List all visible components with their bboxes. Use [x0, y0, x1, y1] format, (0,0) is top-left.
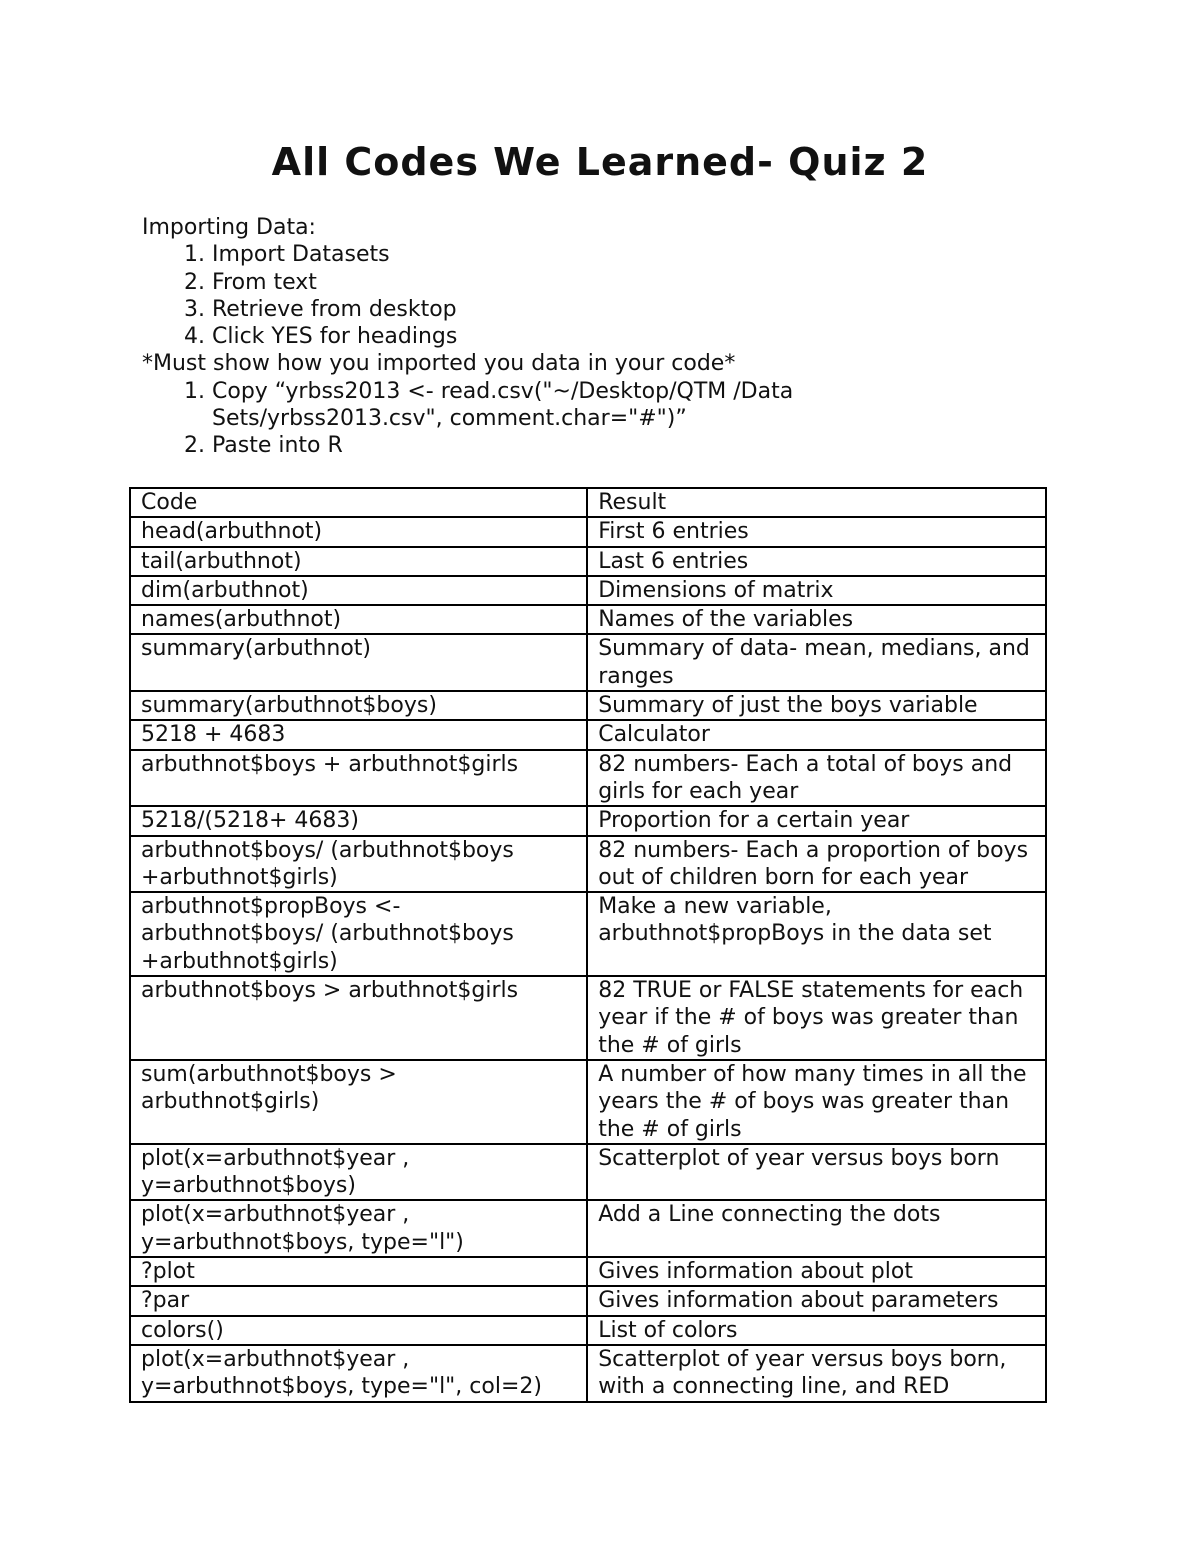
- table-row: [130, 836, 1046, 893]
- table-row: [130, 1316, 1046, 1345]
- code-cell: plot(x=arbuthnot$year , y=arbuthnot$boys, type="l", col=2): [130, 1345, 587, 1402]
- table-row: [130, 976, 1046, 1060]
- code-cell: colors(): [130, 1316, 587, 1345]
- code-cell: ?plot: [130, 1257, 587, 1286]
- table-row: [130, 576, 1046, 605]
- table-body: [130, 517, 1046, 1401]
- table-row: [130, 750, 1046, 807]
- table-row: [130, 1257, 1046, 1286]
- import-steps-list: [142, 241, 1042, 350]
- importing-section: [142, 214, 1042, 460]
- table-row: [130, 517, 1046, 546]
- code-cell: dim(arbuthnot): [130, 576, 587, 605]
- code-cell: summary(arbuthnot$boys): [130, 691, 587, 720]
- code-cell: head(arbuthnot): [130, 517, 587, 546]
- result-cell: First 6 entries: [587, 517, 1046, 546]
- code-cell: arbuthnot$boys/ (arbuthnot$boys +arbuthnot$girls): [130, 836, 587, 893]
- table-row: [130, 547, 1046, 576]
- table-row: [130, 691, 1046, 720]
- code-column-header: Code: [130, 488, 587, 517]
- code-cell: arbuthnot$boys > arbuthnot$girls: [130, 976, 587, 1060]
- table-row: [130, 720, 1046, 749]
- result-cell: Make a new variable, arbuthnot$propBoys in the data set: [587, 892, 1046, 976]
- code-cell: sum(arbuthnot$boys > arbuthnot$girls): [130, 1060, 587, 1144]
- result-cell: Gives information about plot: [587, 1257, 1046, 1286]
- result-column-header: Result: [587, 488, 1046, 517]
- import-step: 1. Import Datasets: [212, 241, 1042, 268]
- code-cell: plot(x=arbuthnot$year , y=arbuthnot$boys): [130, 1144, 587, 1201]
- import-step: 2. From text: [212, 269, 1042, 296]
- table-row: [130, 892, 1046, 976]
- result-cell: Gives information about parameters: [587, 1286, 1046, 1315]
- code-cell: plot(x=arbuthnot$year , y=arbuthnot$boys, type="l"): [130, 1200, 587, 1257]
- table-row: [130, 1060, 1046, 1144]
- result-cell: Add a Line connecting the dots: [587, 1200, 1046, 1257]
- result-cell: List of colors: [587, 1316, 1046, 1345]
- table-row: [130, 1286, 1046, 1315]
- result-cell: Dimensions of matrix: [587, 576, 1046, 605]
- table-row: [130, 605, 1046, 634]
- result-cell: Names of the variables: [587, 605, 1046, 634]
- code-cell: ?par: [130, 1286, 587, 1315]
- code-cell: arbuthnot$propBoys <- arbuthnot$boys/ (arbuthnot$boys +arbuthnot$girls): [130, 892, 587, 976]
- code-cell: summary(arbuthnot): [130, 634, 587, 691]
- table-row: [130, 634, 1046, 691]
- importing-heading: Importing Data:: [142, 215, 316, 240]
- result-cell: Summary of data- mean, medians, and ranges: [587, 634, 1046, 691]
- code-cell: 5218/(5218+ 4683): [130, 806, 587, 835]
- code-cell: names(arbuthnot): [130, 605, 587, 634]
- table-row: [130, 1345, 1046, 1402]
- result-cell: 82 TRUE or FALSE statements for each year if the # of boys was greater than the # of girls: [587, 976, 1046, 1060]
- result-cell: 82 numbers- Each a total of boys and girls for each year: [587, 750, 1046, 807]
- table-header-row: [130, 488, 1046, 517]
- table-row: [130, 806, 1046, 835]
- code-cell: tail(arbuthnot): [130, 547, 587, 576]
- result-cell: Scatterplot of year versus boys born: [587, 1144, 1046, 1201]
- result-cell: Scatterplot of year versus boys born, with a connecting line, and RED: [587, 1345, 1046, 1402]
- table-row: [130, 1144, 1046, 1201]
- import-note: *Must show how you imported you data in your code*: [142, 351, 736, 377]
- result-cell: Calculator: [587, 720, 1046, 749]
- result-cell: Proportion for a certain year: [587, 806, 1046, 835]
- codes-table: [129, 487, 1047, 1403]
- result-cell: A number of how many times in all the years the # of boys was greater than the # of girls: [587, 1060, 1046, 1144]
- code-steps-list: [142, 378, 1042, 460]
- result-cell: Summary of just the boys variable: [587, 691, 1046, 720]
- code-cell: arbuthnot$boys + arbuthnot$girls: [130, 750, 587, 807]
- table-row: [130, 1200, 1046, 1257]
- code-step: 2. Paste into R: [212, 432, 1042, 459]
- import-step: 3. Retrieve from desktop: [212, 296, 1042, 323]
- result-cell: Last 6 entries: [587, 547, 1046, 576]
- result-cell: 82 numbers- Each a proportion of boys out of children born for each year: [587, 836, 1046, 893]
- page-title: All Codes We Learned- Quiz 2: [271, 140, 929, 184]
- code-cell: 5218 + 4683: [130, 720, 587, 749]
- import-step: 4. Click YES for headings: [212, 323, 1042, 350]
- code-step: 1. Copy “yrbss2013 <- read.csv("~/Desktop/QTM /Data Sets/yrbss2013.csv", comment.char="#")”: [212, 378, 852, 433]
